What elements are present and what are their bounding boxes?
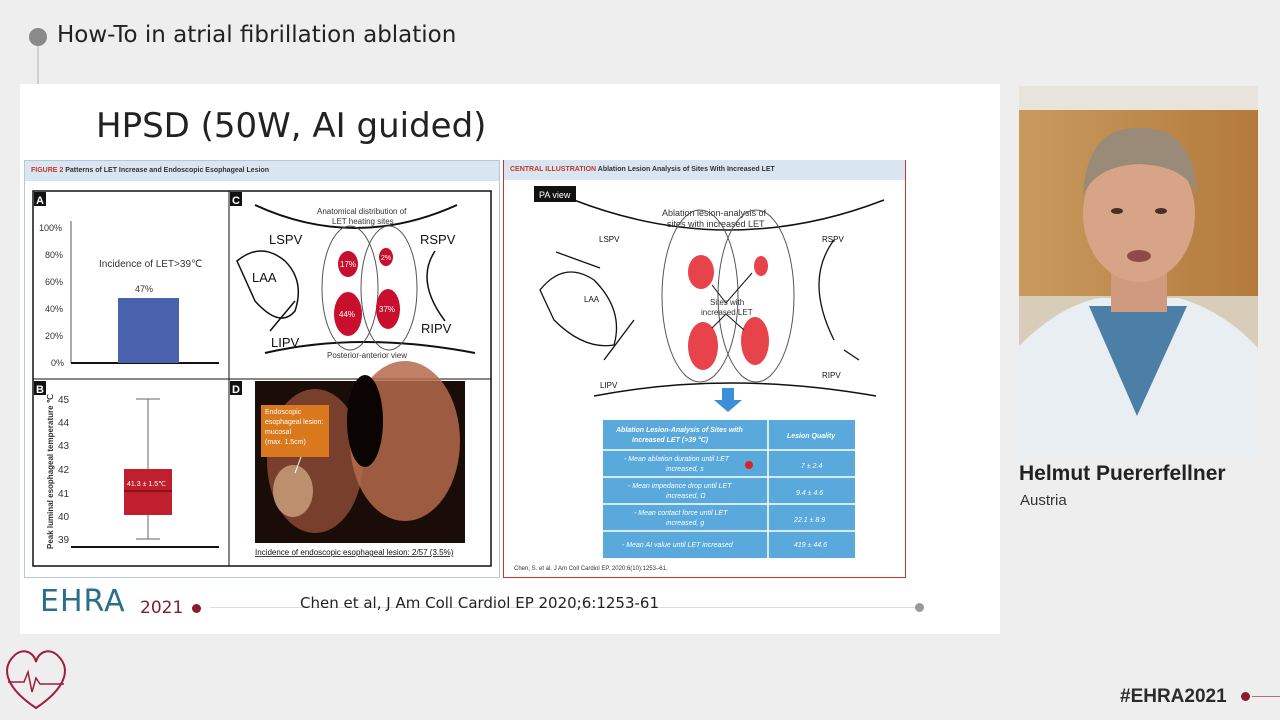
hashtag-dot: [1241, 692, 1250, 701]
panel-c-lipv: LIPV: [271, 335, 300, 350]
central-site-rspv: [754, 256, 768, 276]
central-ripv: RIPV: [822, 371, 841, 380]
panel-b-ytick: 41: [58, 489, 70, 500]
pa-view-badge-text: PA view: [539, 190, 571, 200]
panel-c-lspv: LSPV: [269, 232, 303, 247]
central-sites-line2: increased LET: [701, 308, 753, 317]
panel-c-ripv: RIPV: [421, 321, 452, 336]
figure-2-panels: [25, 181, 501, 579]
panel-b-ytick: 43: [58, 441, 70, 452]
figure-2-header: [25, 161, 499, 181]
panel-b-ylabel: Peak luminal esophageal temperature ℃: [46, 394, 55, 549]
speaker-video: [1019, 86, 1258, 458]
panel-a-ytick: 40%: [45, 304, 64, 314]
slide-citation: Chen et al, J Am Coll Cardiol EP 2020;6:1253-61: [300, 594, 660, 612]
ehra-logo: EHRA: [40, 584, 126, 619]
central-illustration-title: Ablation Lesion Analysis of Sites With Increased LET: [597, 166, 775, 173]
panel-a-ytick: 80%: [45, 250, 64, 260]
panel-d-label-line2: esophageal lesion:: [265, 419, 324, 426]
slide-title: HPSD (50W, AI guided): [96, 106, 487, 146]
panel-b-ytick: 42: [58, 465, 70, 476]
central-site-ripv: [741, 317, 769, 365]
panel-b-ytick: 44: [58, 418, 70, 429]
central-citation: Chen, S. et al. J Am Coll Cardiol EP. 2020;6(10):1253–61.: [514, 566, 668, 572]
panel-c-pct-rspv: 2%: [381, 255, 392, 262]
central-sites-line1: Sites with: [710, 298, 745, 307]
panel-b-box: [124, 469, 172, 515]
panel-c-title-line2: LET heating sites: [332, 217, 394, 226]
panel-c-rspv: RSPV: [420, 232, 456, 247]
central-illustration-diagram: [504, 180, 907, 578]
lesion-quality-table: [603, 420, 855, 558]
ehra-heart-logo-icon: [0, 642, 72, 714]
panel-c-pct-ripv: 37%: [379, 305, 396, 314]
panel-b-box-label: 41.3 ± 1.5℃: [127, 481, 166, 488]
panel-a-ytick: 100%: [39, 223, 63, 233]
ehra-logo-year: 2021: [140, 598, 184, 618]
table-row-value: 419 ± 44.6: [794, 542, 828, 549]
central-title-line2: sites with increased LET: [667, 219, 765, 229]
panel-a-ytick: 20%: [45, 331, 64, 341]
table-header-right: Lesion Quality: [787, 433, 836, 440]
table-row-label: increased, s: [666, 466, 704, 473]
central-laa: LAA: [584, 295, 600, 304]
figure-2-title: Patterns of LET Increase and Endoscopic Esophageal Lesion: [65, 167, 270, 174]
cursor-pointer-icon: [745, 461, 753, 469]
panel-d-label-line1: Endoscopic: [265, 409, 302, 416]
panel-b-ytick: 45: [58, 395, 70, 406]
speaker-video-frame: [1019, 86, 1258, 458]
session-title: How-To in atrial fibrillation ablation: [57, 22, 457, 48]
hashtag-line: [1252, 696, 1280, 697]
slide-footer-dot: [915, 603, 924, 612]
session-divider: [37, 46, 39, 84]
panel-a-letter: A: [36, 195, 44, 207]
panel-c-laa: LAA: [252, 270, 277, 285]
panel-a-bar-label: 47%: [135, 284, 154, 294]
central-rspv: RSPV: [822, 235, 844, 244]
panel-d-label-line3: mucosal: [265, 429, 292, 436]
figure-2-label: FIGURE 2: [31, 167, 64, 174]
panel-a-ytick: 0%: [51, 358, 65, 368]
central-illustration: [503, 160, 906, 578]
table-row-value: 7 ± 2.4: [801, 463, 823, 470]
panel-c-view: Posterior-anterior view: [327, 351, 408, 360]
figure-2: [24, 160, 500, 578]
central-illustration-label: CENTRAL ILLUSTRATION: [510, 166, 597, 173]
central-title-line1: Ablation lesion-analysis of: [662, 208, 767, 218]
slide: [20, 84, 1000, 634]
speaker-country: Austria: [1020, 492, 1067, 509]
panel-b-letter: B: [36, 384, 44, 396]
table-row-label: - Mean AI value until LET increased: [622, 542, 733, 549]
central-lipv: LIPV: [600, 381, 618, 390]
down-arrow-icon: [722, 388, 734, 400]
ehra-logo-dot: [192, 604, 201, 613]
table-row-label: - Mean impedance drop until LET: [628, 483, 732, 490]
panel-b-ytick: 39: [58, 535, 70, 546]
table-row-label: - Mean ablation duration until LET: [624, 456, 730, 463]
panel-a-bar: [118, 298, 179, 363]
panel-c-title-line1: Anatomical distribution of: [317, 207, 407, 216]
panel-c-pct-lipv: 44%: [339, 310, 356, 319]
panel-b-ytick: 40: [58, 512, 70, 523]
central-site-lipv: [688, 322, 718, 370]
central-illustration-header: [504, 160, 905, 180]
central-site-lspv: [688, 255, 714, 289]
panel-a-title: Incidence of LET>39℃: [99, 259, 203, 270]
panel-d-caption: Incidence of endoscopic esophageal lesion: 2/57 (3.5%): [255, 548, 454, 557]
central-lspv: LSPV: [599, 235, 620, 244]
panel-a-ytick: 60%: [45, 277, 64, 287]
table-row-value: 9.4 ± 4.6: [796, 490, 824, 497]
session-bullet-icon: [29, 28, 47, 46]
table-row-value: 22.1 ± 8.9: [794, 517, 826, 524]
panel-d-label-line4: (max. 1.5cm): [265, 439, 306, 446]
table-row-label: increased, Ω: [666, 493, 706, 500]
panel-c-letter: C: [232, 195, 240, 207]
table-row-label: increased, g: [666, 520, 705, 527]
table-header-left-line2: Increased LET (>39 °C): [632, 437, 709, 444]
speaker-name: Helmut Puererfellner: [1019, 462, 1226, 485]
panel-d-letter: D: [232, 384, 240, 396]
table-row-label: - Mean contact force until LET: [634, 510, 728, 517]
panel-c-pct-lspv: 17%: [340, 260, 357, 269]
table-header-left-line1: Ablation Lesion-Analysis of Sites with: [616, 427, 743, 434]
event-hashtag: #EHRA2021: [1120, 686, 1227, 707]
